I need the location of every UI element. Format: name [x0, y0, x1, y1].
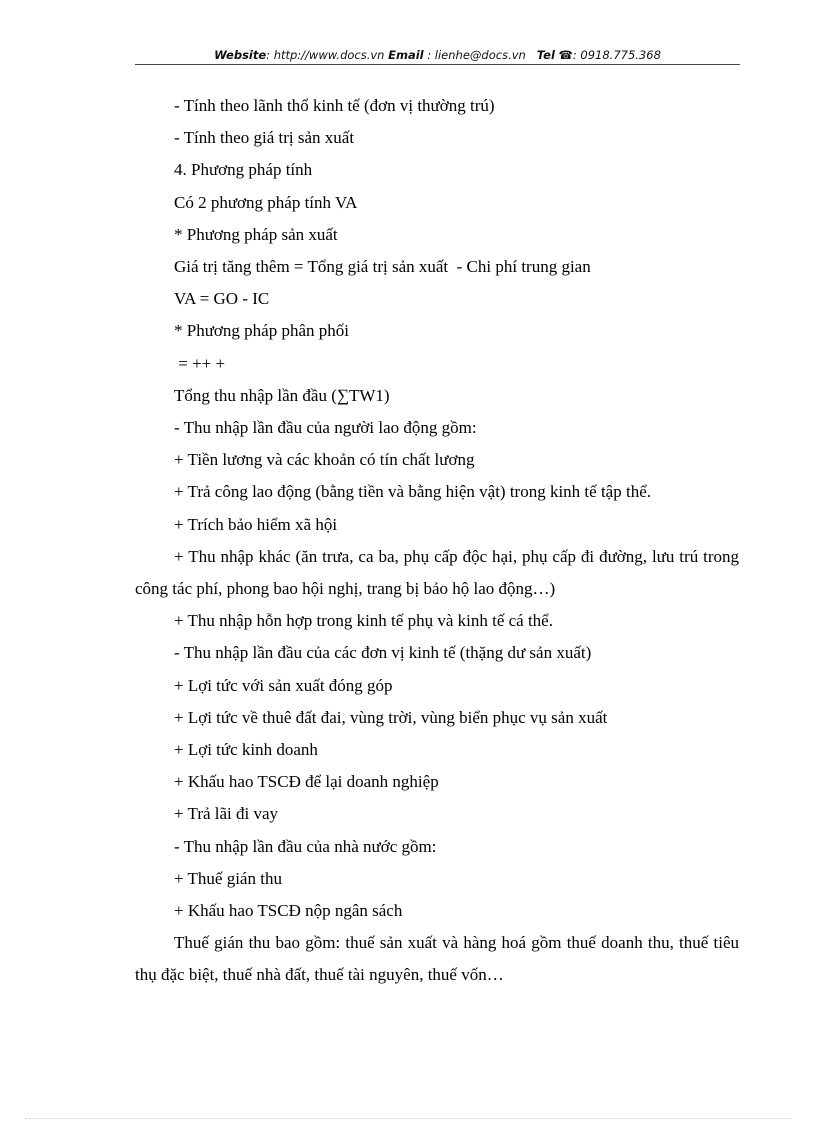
email-address[interactable]: : lienhe@docs.vn [423, 48, 526, 62]
text-line: - Tính theo giá trị sản xuất [174, 128, 355, 148]
text-line: - Thu nhập lần đầu của các đơn vị kinh tế (thặng dư sản xuất) [174, 643, 592, 663]
website-url[interactable]: : http://www.docs.vn [266, 48, 385, 62]
text-line: - Thu nhập lần đầu của nhà nước gồm: [174, 836, 437, 856]
section-heading: 4. Phương pháp tính [174, 160, 313, 180]
text-line: - Thu nhập lần đầu của người lao động gồm: [174, 418, 477, 438]
text-paragraph: + Thu nhập khác (ăn trưa, ca ba, phụ cấp độc hại, phụ cấp đi đường, lưu trú trong công tác phí, phong bao hội nghị, trang bị bảo hộ lao động…) [135, 546, 739, 599]
footer-divider [25, 1118, 791, 1119]
formula-line: VA = GO - IC [174, 289, 270, 309]
text-line: + Lợi tức về thuê đất đai, vùng trời, vùng biển phục vụ sản xuất [174, 707, 608, 727]
text-line: + Thu nhập hỗn hợp trong kinh tế phụ và kinh tế cá thể. [174, 611, 553, 631]
text-line: + Trích bảo hiểm xã hội [174, 514, 338, 534]
header-divider [135, 64, 740, 65]
text-line: Tổng thu nhập lần đầu (∑TW1) [174, 385, 390, 405]
text-line: * Phương pháp phân phối [174, 321, 349, 341]
text-line: + Khấu hao TSCĐ để lại doanh nghiệp [174, 772, 439, 792]
email-label: Email [388, 48, 424, 62]
page-header [135, 48, 740, 62]
formula-line: Giá trị tăng thêm = Tổng giá trị sản xuất - Chi phí trung gian [174, 257, 591, 277]
phone-icon: ☎ [558, 48, 573, 62]
text-line: + Thuế gián thu [174, 868, 282, 888]
text-line: + Khấu hao TSCĐ nộp ngân sách [174, 901, 403, 921]
text-line: - Tính theo lãnh thổ kinh tế (đơn vị thường trú) [174, 96, 495, 115]
tel-number: : 0918.775.368 [572, 48, 661, 62]
document-body [135, 90, 739, 992]
text-paragraph: Thuế gián thu bao gồm: thuế sản xuất và hàng hoá gồm thuế doanh thu, thuế tiêu thụ đặc biệt, thuế nhà đất, thuế tài nguyên, thuế vốn… [135, 933, 739, 985]
text-line: + Trả lãi đi vay [174, 804, 279, 824]
text-line: + Tiền lương và các khoản có tín chất lương [174, 450, 475, 470]
text-line: + Lợi tức kinh doanh [174, 740, 318, 760]
text-line: + Trả công lao động (bằng tiền và bằng hiện vật) trong kinh tế tập thể. [174, 482, 651, 502]
tel-label: Tel [536, 48, 555, 62]
text-line: * Phương pháp sản xuất [174, 224, 338, 244]
formula-line: = ++ + [174, 353, 226, 373]
text-line: Có 2 phương pháp tính VA [174, 192, 358, 212]
text-line: + Lợi tức với sản xuất đóng góp [174, 675, 393, 695]
website-label: Website [214, 48, 267, 62]
